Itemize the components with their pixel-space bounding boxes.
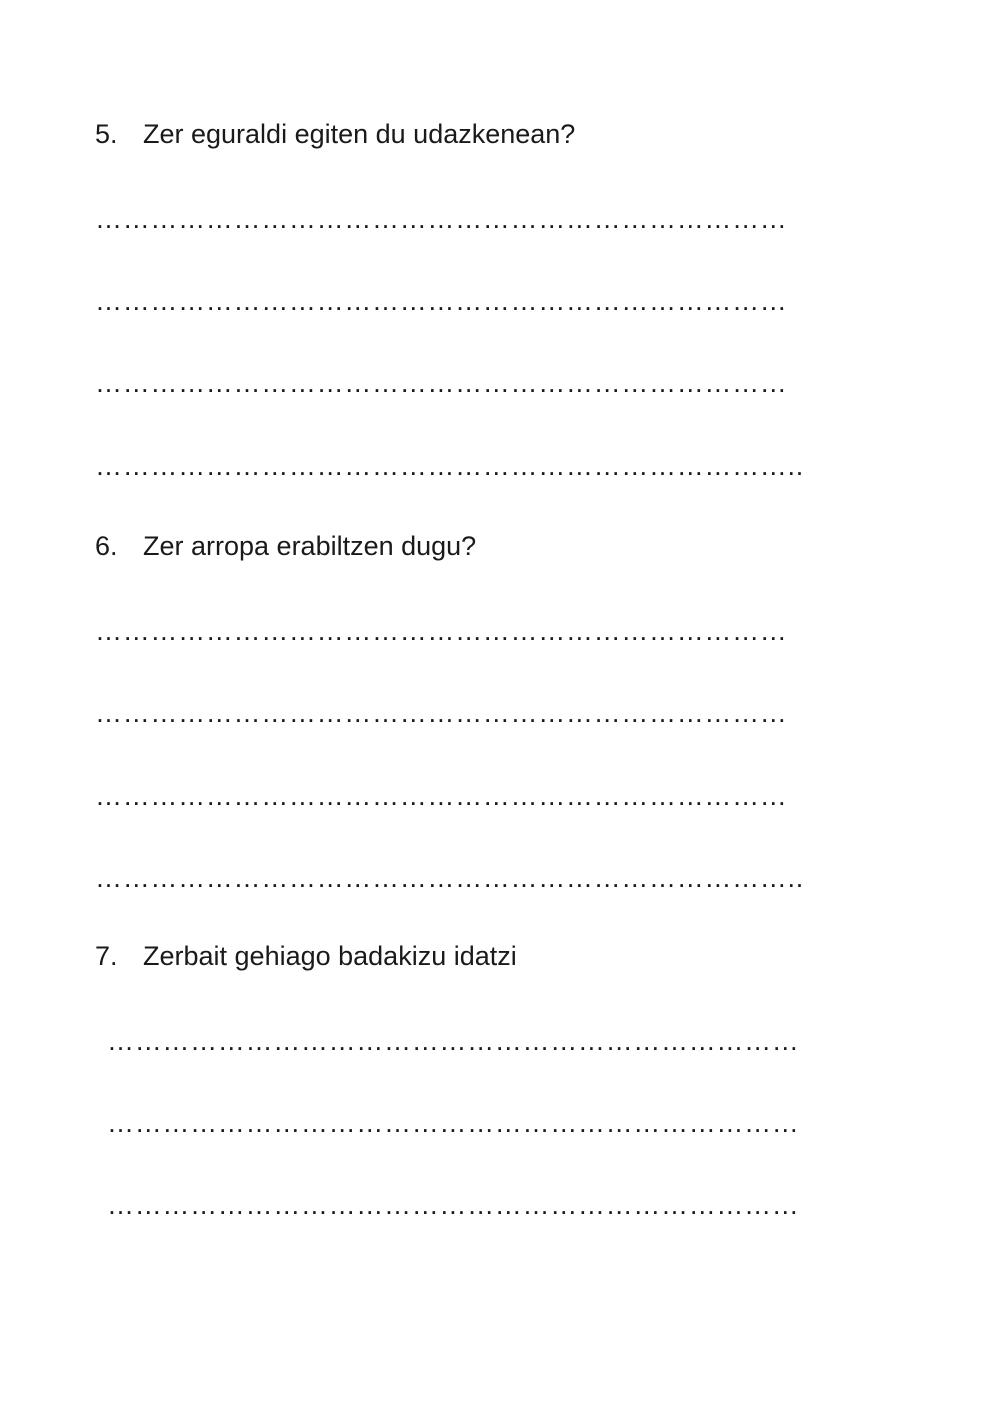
answer-line[interactable]: ………………………………………………………………… <box>107 1190 800 1220</box>
question-number: 6. <box>95 531 118 561</box>
question-number: 7. <box>95 941 118 971</box>
question-number: 5. <box>95 119 118 149</box>
question-text: Zer arropa erabiltzen dugu? <box>143 531 477 561</box>
answer-line[interactable]: ………………………………………………………………… <box>95 286 788 316</box>
answer-line[interactable]: ………………………………………………………………… <box>95 698 788 728</box>
answer-line[interactable]: ………………………………………………………………….. <box>95 863 804 893</box>
answer-line[interactable]: ………………………………………………………………… <box>107 1108 800 1138</box>
answer-line[interactable]: ………………………………………………………………… <box>107 1026 800 1056</box>
answer-line[interactable]: ………………………………………………………………… <box>95 368 788 398</box>
answer-line[interactable]: ………………………………………………………………… <box>95 204 788 234</box>
answer-line[interactable]: ………………………………………………………………….. <box>95 451 804 481</box>
answer-line[interactable]: ………………………………………………………………… <box>95 616 788 646</box>
answer-line[interactable]: ………………………………………………………………… <box>95 781 788 811</box>
question-text: Zer eguraldi egiten du udazkenean? <box>143 119 576 149</box>
question-text: Zerbait gehiago badakizu idatzi <box>143 941 517 971</box>
